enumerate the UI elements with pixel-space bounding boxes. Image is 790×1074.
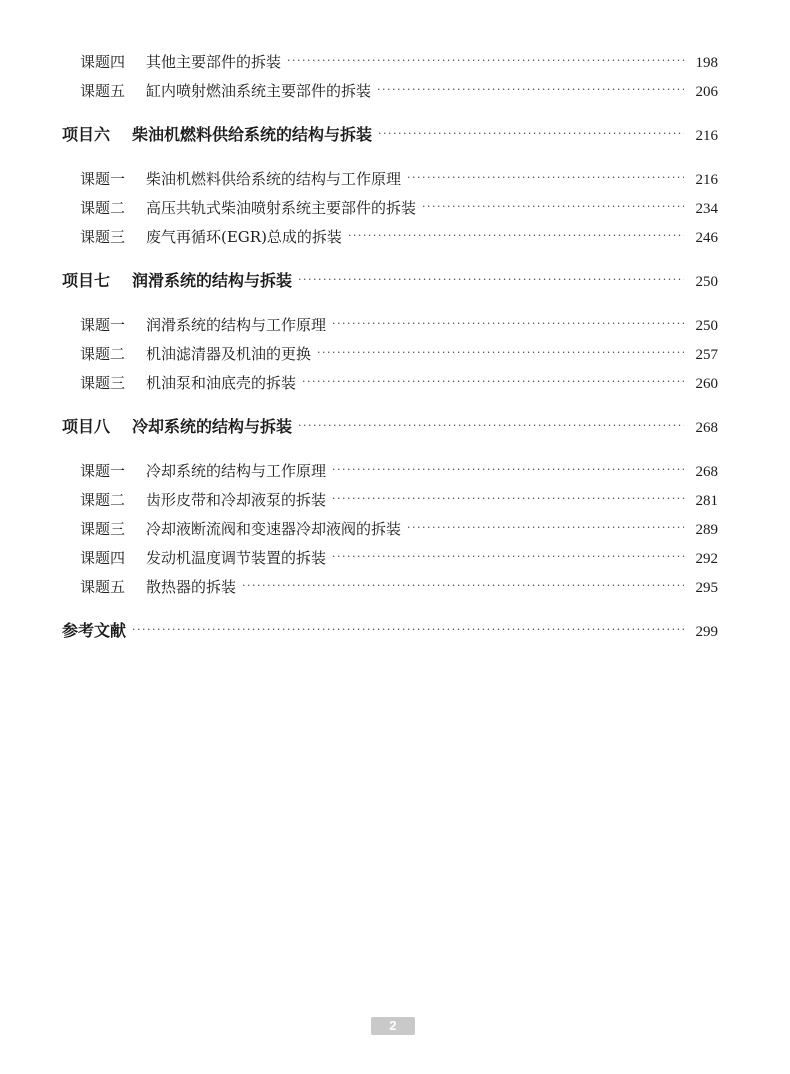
dot-leader [287, 50, 684, 72]
dot-leader [302, 371, 684, 393]
entry-page: 206 [695, 84, 718, 100]
entry-page: 299 [695, 624, 718, 640]
project-label: 项目八 [62, 417, 111, 436]
dot-leader [377, 79, 684, 101]
toc-references-entry[interactable] [62, 620, 718, 642]
dot-leader [242, 575, 684, 597]
dot-leader [422, 196, 684, 218]
entry-page: 281 [695, 493, 718, 509]
entry-title: 缸内喷射燃油系统主要部件的拆装 [146, 82, 372, 100]
entry-page: 234 [695, 201, 718, 217]
toc-entry[interactable] [80, 314, 718, 336]
entry-page: 250 [695, 318, 718, 334]
entry-title: 废气再循环(EGR)总成的拆装 [146, 228, 342, 246]
toc-entry[interactable] [80, 343, 718, 365]
dot-leader [298, 415, 684, 437]
entry-page: 216 [695, 128, 718, 144]
toc-project-entry[interactable] [62, 124, 718, 146]
toc-project-entry[interactable] [62, 416, 718, 438]
entry-title: 冷却系统的结构与工作原理 [146, 462, 327, 480]
dot-leader [317, 342, 684, 364]
entry-label: 课题五 [80, 82, 126, 100]
dot-leader [407, 517, 684, 539]
entry-title: 发动机温度调节装置的拆装 [146, 549, 327, 567]
toc-entry[interactable] [80, 372, 718, 394]
entry-label: 课题三 [80, 374, 126, 392]
toc-entry[interactable] [80, 197, 718, 219]
dot-leader [332, 459, 684, 481]
dot-leader [407, 167, 684, 189]
references-title: 参考文献 [62, 621, 127, 640]
entry-title: 高压共轨式柴油喷射系统主要部件的拆装 [146, 199, 417, 217]
entry-page: 250 [695, 274, 718, 290]
toc-entry[interactable] [80, 518, 718, 540]
toc-entry[interactable] [80, 80, 718, 102]
dot-leader [332, 313, 684, 335]
entry-label: 课题一 [80, 462, 126, 480]
entry-page: 216 [695, 172, 718, 188]
entry-title: 冷却液断流阀和变速器冷却液阀的拆装 [146, 520, 402, 538]
project-label: 项目六 [62, 125, 111, 144]
entry-page: 289 [695, 522, 718, 538]
dot-leader [332, 546, 684, 568]
entry-page: 257 [695, 347, 718, 363]
entry-title: 机油滤清器及机油的更换 [146, 345, 312, 363]
toc-project-entry[interactable] [62, 270, 718, 292]
toc-entry[interactable] [80, 489, 718, 511]
entry-page: 268 [695, 464, 718, 480]
entry-title: 其他主要部件的拆装 [146, 53, 282, 71]
entry-label: 课题二 [80, 491, 126, 509]
dot-leader [298, 269, 684, 291]
project-title: 润滑系统的结构与拆装 [132, 271, 293, 290]
entry-label: 课题二 [80, 199, 126, 217]
entry-title: 机油泵和油底壳的拆装 [146, 374, 297, 392]
entry-label: 课题四 [80, 53, 126, 71]
entry-title: 润滑系统的结构与工作原理 [146, 316, 327, 334]
toc-entry[interactable] [80, 576, 718, 598]
entry-page: 295 [695, 580, 718, 596]
dot-leader [132, 619, 684, 641]
toc-entry[interactable] [80, 226, 718, 248]
project-title: 柴油机燃料供给系统的结构与拆装 [132, 125, 373, 144]
entry-label: 课题一 [80, 170, 126, 188]
dot-leader [332, 488, 684, 510]
entry-label: 课题四 [80, 549, 126, 567]
toc-entry[interactable] [80, 51, 718, 73]
toc-entry[interactable] [80, 168, 718, 190]
entry-label: 课题一 [80, 316, 126, 334]
entry-label: 课题三 [80, 520, 126, 538]
entry-page: 292 [695, 551, 718, 567]
entry-page: 260 [695, 376, 718, 392]
toc-entry[interactable] [80, 547, 718, 569]
page-number-badge: 2 [371, 1017, 415, 1035]
entry-title: 柴油机燃料供给系统的结构与工作原理 [146, 170, 402, 188]
dot-leader [378, 123, 684, 145]
entry-label: 课题三 [80, 228, 126, 246]
toc-entry[interactable] [80, 460, 718, 482]
dot-leader [348, 225, 684, 247]
entry-page: 268 [695, 420, 718, 436]
entry-title: 散热器的拆装 [146, 578, 237, 596]
entry-title: 齿形皮带和冷却液泵的拆装 [146, 491, 327, 509]
entry-label: 课题五 [80, 578, 126, 596]
project-title: 冷却系统的结构与拆装 [132, 417, 293, 436]
entry-label: 课题二 [80, 345, 126, 363]
entry-page: 246 [695, 230, 718, 246]
entry-page: 198 [695, 55, 718, 71]
project-label: 项目七 [62, 271, 111, 290]
